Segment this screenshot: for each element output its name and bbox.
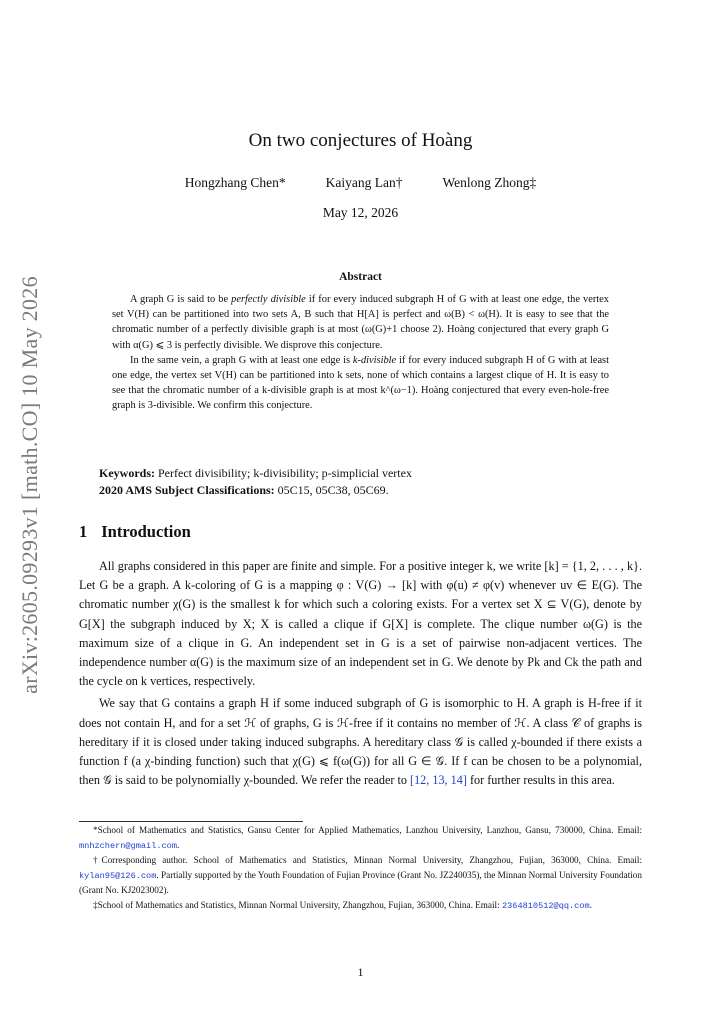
footnote-3: ‡School of Mathematics and Statistics, Minnan Normal University, Zhangzhou, Fujian, 363000, China. Email: 2364810512@qq.com. [93,899,592,911]
paper-title: On two conjectures of Hoàng [248,130,473,151]
keywords-line [99,465,639,482]
text-run: A graph G is said to be [130,294,232,305]
emphasis: perfectly divisible [231,294,306,305]
text-run: . Partially supported by the Youth Foundation of Fujian Province (Grant No. JZ240035), the Minnan Normal University Foundation (Grant No. KJ2023002). [79,869,642,896]
keywords-block [99,465,639,499]
arxiv-id: arXiv:2605.09293v1 [math.CO] 10 May 2026 [17,276,42,694]
text-run: †Corresponding author. School of Mathematics and Statistics, Minnan Normal University, Zhangzhou, Fujian, 363000, China. Email: [93,855,642,866]
msc-text: 05C15, 05C38, 05C69. [277,483,389,497]
abstract-text [112,292,609,414]
footnote-rule [79,821,303,822]
abstract-heading: Abstract [339,271,382,283]
section-heading [79,522,191,542]
abstract-paragraph [112,292,609,353]
section-title: Introduction [101,522,191,541]
arxiv-sidebar-stamp [8,250,52,720]
body-paragraph [79,694,642,790]
text-run: ‡School of Mathematics and Statistics, Minnan Normal University, Zhangzhou, Fujian, 363000, China. Email: [93,899,502,910]
abstract-paragraph [112,353,609,414]
footnotes [79,823,642,914]
msc-line [99,482,639,499]
footnote-2 [79,853,642,898]
keywords-text: Perfect divisibility; k-divisibility; p-simplicial vertex [158,466,412,480]
emphasis: k-divisible [352,354,397,366]
text-run: In the same vein, a graph G with at least one edge is [130,354,353,366]
author-1: Hongzhang Chen* [184,175,286,190]
footnote-1: *School of Mathematics and Statistics, Gansu Center for Applied Mathematics, Lanzhou University, Lanzhou, Gansu, 730000, China. Email: mnhzchern@gmail.com. [79,825,642,851]
author-3: Wenlong Zhong‡ [442,175,537,190]
msc-label: 2020 AMS Subject Classifications: [99,483,275,497]
author-2: Kaiyang Lan† [325,175,403,190]
paper-date: May 12, 2026 [322,205,399,220]
text-run: for further results in this area. [466,773,615,788]
citation-link[interactable]: [12, 13, 14] [410,773,467,788]
body-paragraph: All graphs considered in this paper are finite and simple. For a positive integer k, we write [k] = {1, 2, . . . , k}. Let G be a graph. A k-coloring of G is a mapping φ : V(G) → [k] with φ(u) ≠ φ(v) whenever uv ∈ E(G). The chromatic number χ(G) is the smallest k for which such a coloring exists. For a vertex set X ⊆ V(G), denote by G[X] the subgraph induced by X; X is called a clique if G[X] is complete. The clique number ω(G) is the maximum size of a clique in G. An independent set in G is a set of pairwise non-adjacent vertices. The independence number α(G) is the maximum size of an independent set in G. We denote by Pk and Ck the path and the cycle on k vertices, respectively. [79,559,642,689]
keywords-label: Keywords: [99,466,155,480]
author-list [0,175,721,191]
text-run: if for every induced subgraph H of G with at least one edge, the vertex set V(H) can be partitioned into two sets A, B such that H[A] is perfect and ω(B) < ω(H). It is easy to see that the chromatic number of a perfectly divisible graph is at most (ω(G)+1 choose 2). Hoàng conjectured that every graph G with α(G) ⩽ 3 is perfectly divisible. We disprove this conjecture. [112,294,609,351]
text-run: if for every induced subgraph H of G with at least one edge, the vertex set V(H) can be partitioned into k sets, none of which contains a largest clique of H. It is easy to see that the chromatic number of a k-divisible graph is at most k^(ω−1). Hoàng conjectured that every even-hole-free graph is 3-divisible. We confirm this conjecture. [112,354,609,412]
text-run: We say that G contains a graph H if some induced subgraph of G is isomorphic to H. A graph is H-free if it does not contain H, and for a set ℋ of graphs, G is ℋ-free if it contains no member of ℋ. A class 𝒞 of graphs is hereditary if it is closed under taking induced subgraphs. A hereditary class 𝒢 is called χ-bounded if there exists a function f (a χ-binding function) such that χ(G) ⩽ f(ω(G)) for all G ∈ 𝒢. If f can be chosen to be a polynomial, then 𝒢 is said to be polynomially χ-bounded. We refer the reader to [79,696,642,788]
body-text [79,557,642,793]
section-number: 1 [79,522,88,541]
page-number: 1 [357,965,364,979]
email-link[interactable]: kylan95@126.com [79,870,157,881]
email-link[interactable]: mnhzchern@gmail.com [79,840,177,851]
text-run: *School of Mathematics and Statistics, Gansu Center for Applied Mathematics, Lanzhou University, Lanzhou, Gansu, 730000, China. Email: [93,825,642,835]
email-link[interactable]: 2364810512@qq.com [501,900,590,911]
